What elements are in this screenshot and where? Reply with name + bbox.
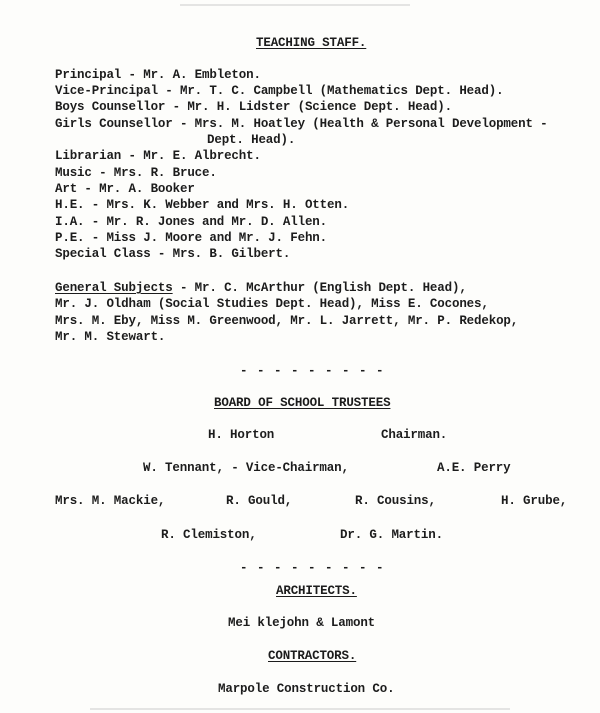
staff-line-special-class: Special Class - Mrs. B. Gilbert.: [55, 247, 291, 261]
staff-line-music: Music - Mrs. R. Bruce.: [55, 166, 217, 180]
staff-line-girls-counsellor-cont: Dept. Head).: [207, 133, 296, 147]
staff-line-boys-counsellor: Boys Counsellor - Mr. H. Lidster (Science Dept. Head).: [55, 100, 452, 114]
separator-2: - - - - - - - - -: [240, 561, 385, 575]
general-subjects-line-3: Mrs. M. Eby, Miss M. Greenwood, Mr. L. Jarrett, Mr. P. Redekop,: [55, 314, 519, 328]
trustee-mackie: Mrs. M. Mackie,: [55, 494, 166, 508]
separator-1: - - - - - - - - -: [240, 364, 385, 378]
scan-artifact-top: [180, 4, 410, 6]
contractors-name: Marpole Construction Co.: [218, 682, 395, 696]
staff-line-phys-ed: P.E. - Miss J. Moore and Mr. J. Fehn.: [55, 231, 327, 245]
staff-line-girls-counsellor: Girls Counsellor - Mrs. M. Hoatley (Health & Personal Development -: [55, 117, 548, 131]
staff-line-industrial-arts: I.A. - Mr. R. Jones and Mr. D. Allen.: [55, 215, 327, 229]
trustee-martin: Dr. G. Martin.: [340, 528, 443, 542]
trustee-clemiston: R. Clemiston,: [161, 528, 257, 542]
trustee-chair-name: H. Horton: [208, 428, 275, 442]
architects-name: Mei klejohn & Lamont: [228, 616, 376, 630]
staff-line-principal: Principal - Mr. A. Embleton.: [55, 68, 261, 82]
trustee-cousins: R. Cousins,: [355, 494, 436, 508]
staff-line-home-ec: H.E. - Mrs. K. Webber and Mrs. H. Otten.: [55, 198, 350, 212]
general-subjects-line-2: Mr. J. Oldham (Social Studies Dept. Head), Miss E. Cocones,: [55, 297, 489, 311]
trustee-perry: A.E. Perry: [437, 461, 511, 475]
general-subjects-label: General Subjects: [55, 281, 173, 295]
trustee-gould: R. Gould,: [226, 494, 293, 508]
teaching-staff-heading: TEACHING STAFF.: [256, 36, 367, 50]
scan-artifact-bottom: [90, 708, 510, 710]
board-heading: BOARD OF SCHOOL TRUSTEES: [214, 396, 391, 410]
trustee-vice-chair: W. Tennant, - Vice-Chairman,: [143, 461, 349, 475]
general-subjects-line-4: Mr. M. Stewart.: [55, 330, 166, 344]
contractors-heading: CONTRACTORS.: [268, 649, 357, 663]
general-subjects-text: - Mr. C. McArthur (English Dept. Head),: [172, 281, 467, 295]
general-subjects-line: [55, 281, 467, 296]
staff-line-librarian: Librarian - Mr. E. Albrecht.: [55, 149, 261, 163]
staff-line-vice-principal: Vice-Principal - Mr. T. C. Campbell (Mathematics Dept. Head).: [55, 84, 504, 98]
trustee-grube: H. Grube,: [501, 494, 568, 508]
architects-heading: ARCHITECTS.: [276, 584, 357, 598]
staff-line-art: Art - Mr. A. Booker: [55, 182, 195, 196]
trustee-chair-title: Chairman.: [381, 428, 448, 442]
